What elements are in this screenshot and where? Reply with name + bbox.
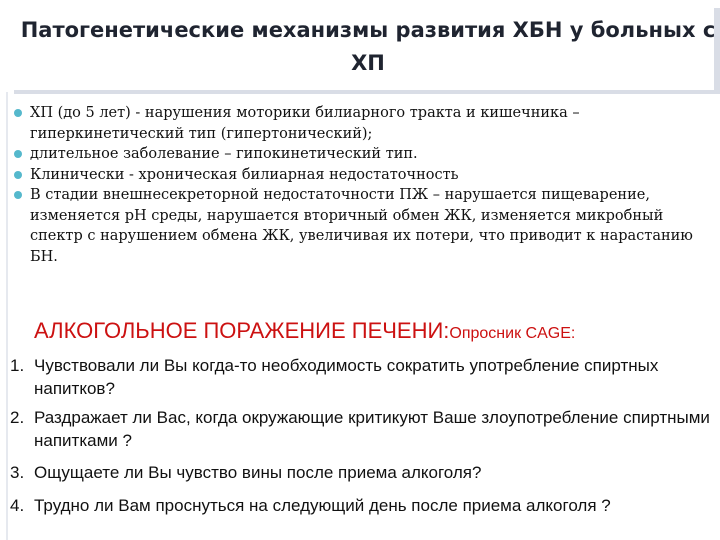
question-text: Раздражает ли Вас, когда окружающие критикуют Ваше злоупотребление спиртными напитками ?	[34, 408, 710, 450]
bullet-dot-icon	[14, 171, 22, 179]
bullet-item	[14, 165, 714, 186]
bullet-text: длительное заболевание – гипокинетический тип.	[30, 146, 418, 162]
bullet-list	[14, 103, 714, 267]
question-text: Трудно ли Вам проснуться на следующий день после приема алкоголя ?	[34, 496, 611, 515]
question-number: 1.	[10, 356, 25, 375]
bullet-item	[14, 144, 714, 165]
bullet-text: Клинически - хроническая билиарная недостаточность	[30, 166, 459, 183]
section-heading	[34, 318, 575, 344]
bullet-text: ХП (до 5 лет) - нарушения моторики билиарного тракта и кишечника – гиперкинетический тип (гипертонический);	[30, 105, 580, 142]
slide-title: Патогенетические механизмы развития ХБН у больных с ХП	[20, 18, 716, 75]
bullet-dot-icon	[14, 150, 22, 158]
left-accent-bar	[6, 92, 8, 540]
question-text: Чувствовали ли Вы когда-то необходимость сократить употребление спиртных напитков?	[34, 356, 659, 398]
bullet-item	[14, 103, 714, 144]
section-heading-sub: Опросник CAGE:	[449, 325, 576, 342]
question-item	[10, 494, 710, 517]
bullet-text: В стадии внешнесекреторной недостаточности ПЖ – нарушается пищеварение, изменяется рН среды, нарушается вторичный обмен ЖК, изменяется микробный спектр с нарушением обмена ЖК, увеличивая их потери, что приводит к нарастанию БН.	[30, 187, 693, 265]
question-text: Ощущаете ли Вы чувство вины после приема алкоголя?	[34, 463, 482, 482]
question-item	[10, 461, 710, 484]
question-number: 3.	[10, 463, 25, 482]
bullet-item	[14, 185, 714, 267]
question-item	[10, 354, 710, 400]
question-number: 2.	[10, 408, 25, 427]
question-number: 4.	[10, 496, 25, 515]
bullet-dot-icon	[14, 191, 22, 199]
question-item	[10, 406, 710, 452]
bullet-dot-icon	[14, 109, 22, 117]
section-heading-main: АЛКОГОЛЬНОЕ ПОРАЖЕНИЕ ПЕЧЕНИ:	[34, 318, 450, 343]
